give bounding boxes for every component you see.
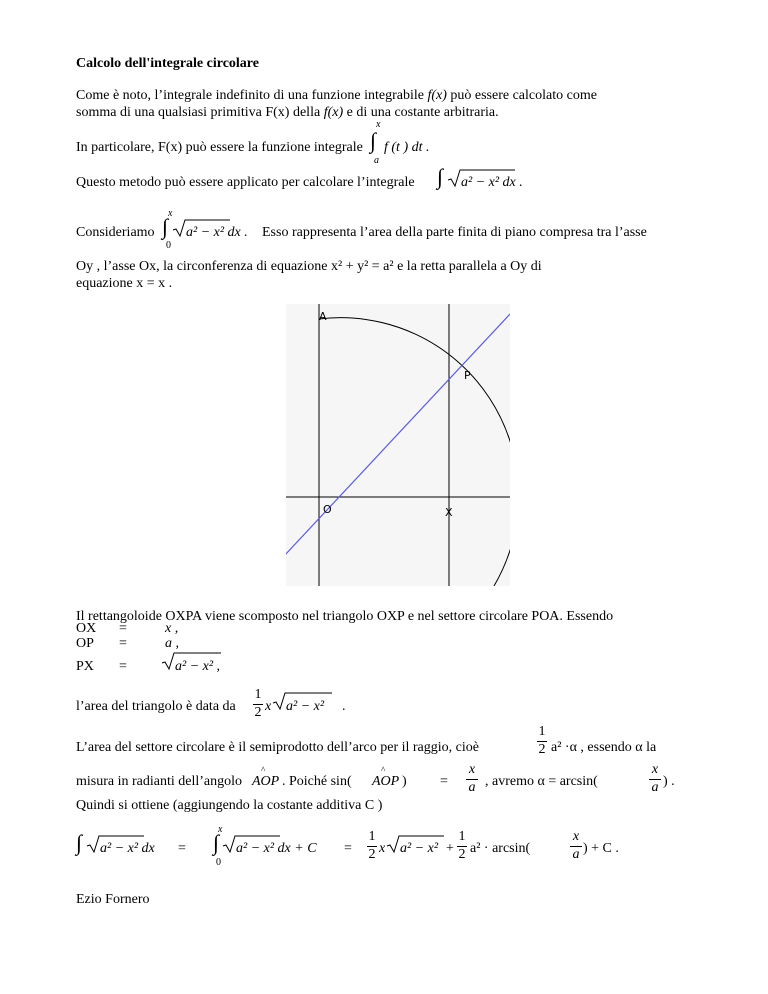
intro-line-1: [76, 89, 597, 103]
integrand: a² − x² dx .: [186, 225, 248, 240]
def-lhs: OX: [76, 621, 97, 636]
integral-upper-limit: x: [218, 824, 223, 835]
integral-lower-limit: a: [374, 155, 379, 166]
def-rhs: a ,: [165, 636, 179, 651]
quindi-text: Quindi si ottiene (aggiungendo la costante additiva C ): [76, 798, 383, 813]
settore-rest: a² ·α , essendo α la: [551, 740, 657, 755]
final-mid: a² − x² dx + C: [236, 841, 317, 856]
misura-end: ) .: [663, 774, 675, 789]
fraction-one-half: [537, 725, 547, 757]
integral-sign: ∫: [76, 830, 83, 855]
figure-background: [286, 304, 510, 586]
integral-sign: ∫: [162, 214, 169, 239]
def-rhs: a² − x² ,: [175, 659, 221, 674]
consideriamo-text: Consideriamo: [76, 225, 155, 240]
label-x: X: [445, 506, 453, 519]
consideriamo-post: Esso rappresenta l’area della parte finita di piano compresa tra l’asse: [262, 225, 647, 240]
misura-eq: =: [440, 774, 448, 789]
numerator: 1: [254, 687, 262, 702]
integrand: a² − x² dx .: [461, 175, 523, 190]
denominator: 2: [538, 742, 546, 757]
final-eq-1: =: [178, 841, 186, 856]
intro-text: e di una costante arbitraria.: [343, 105, 499, 120]
fraction-one-half: [253, 688, 263, 720]
intro-line-2: [76, 106, 499, 120]
fraction-x-over-a: [570, 830, 582, 862]
metodo-text: Questo metodo può essere applicato per calcolare l’integrale: [76, 175, 415, 190]
author: Ezio Fornero: [76, 892, 150, 907]
avremo-text: , avremo α = arcsin(: [485, 774, 598, 789]
denominator: a: [651, 780, 659, 795]
fraction-one-half: [367, 830, 377, 862]
angle-aop: AOP: [372, 774, 400, 789]
final-lhs: a² − x² dx: [100, 841, 155, 856]
numerator: 1: [458, 829, 466, 844]
numerator: x: [572, 829, 580, 844]
numerator: 1: [368, 829, 376, 844]
integrand: f (t ) dt .: [384, 140, 430, 155]
triangolo-x: x: [265, 699, 272, 714]
settore-text: L’area del settore circolare è il semiprodotto dell’arco per il raggio, cioè: [76, 740, 479, 755]
final-eq-2: =: [344, 841, 352, 856]
rettangoloide-text: Il rettangoloide OXPA viene scomposto nel triangolo OXP e nel settore circolare POA. Essendo: [76, 609, 614, 624]
consideriamo-line-3: equazione x = x .: [76, 276, 173, 291]
denominator: a: [572, 847, 580, 862]
integral-upper-limit: x: [376, 119, 381, 130]
intro-text: può essere calcolato come: [446, 88, 597, 103]
final-arcsin: a² · arcsin(: [470, 841, 531, 856]
label-p: P: [464, 369, 471, 382]
numerator: x: [651, 762, 659, 777]
triangolo-text: l’area del triangolo è data da: [76, 699, 236, 714]
intro-text: somma di una qualsiasi primitiva F(x) della: [76, 105, 324, 120]
fraction-x-over-a: [466, 763, 478, 795]
particolare-text: In particolare, F(x) può essere la funzione integrale: [76, 140, 363, 155]
fraction-one-half: [457, 830, 467, 862]
final-plus: +: [446, 841, 454, 856]
final-x: x: [379, 841, 386, 856]
denominator: 2: [458, 847, 466, 862]
angle-hat: ^: [261, 765, 266, 775]
final-end: ) + C .: [583, 841, 619, 856]
def-lhs: OP: [76, 636, 94, 651]
denominator: 2: [254, 705, 262, 720]
angle-aop: AOP: [252, 774, 280, 789]
angle-hat: ^: [381, 765, 386, 775]
def-eq: =: [119, 636, 127, 651]
fraction-x-over-a: [649, 763, 661, 795]
integral-lower-limit: 0: [216, 857, 221, 868]
integral-sign: ∫: [370, 128, 377, 153]
denominator: 2: [368, 847, 376, 862]
intro-fx: f(x): [427, 88, 447, 103]
def-eq: =: [119, 659, 127, 674]
misura-close: ): [402, 774, 407, 789]
integral-upper-limit: x: [168, 208, 173, 219]
triangolo-end: .: [342, 699, 346, 714]
def-eq: =: [119, 621, 127, 636]
numerator: x: [468, 762, 476, 777]
page-title: Calcolo dell'integrale circolare: [76, 56, 259, 71]
denominator: a: [468, 780, 476, 795]
integral-sign: ∫: [437, 164, 444, 189]
label-o: O: [323, 503, 332, 516]
numerator: 1: [538, 724, 546, 739]
final-rad: a² − x²: [400, 841, 439, 856]
integral-lower-limit: 0: [166, 240, 171, 251]
def-lhs: PX: [76, 659, 94, 674]
consideriamo-line-2: Oy , l’asse Ox, la circonferenza di equazione x² + y² = a² e la retta parallela a Oy di: [76, 259, 542, 274]
circle-figure: [286, 304, 510, 586]
label-a: A: [319, 310, 327, 323]
triangolo-rad: a² − x²: [286, 699, 325, 714]
integral-sign: ∫: [213, 830, 220, 855]
intro-fx: f(x): [323, 105, 344, 120]
poiche-text: . Poiché sin(: [282, 774, 352, 789]
intro-text: Come è noto, l’integrale indefinito di una funzione integrabile: [76, 88, 428, 103]
misura-text: misura in radianti dell’angolo: [76, 774, 243, 789]
def-rhs: x ,: [165, 621, 179, 636]
